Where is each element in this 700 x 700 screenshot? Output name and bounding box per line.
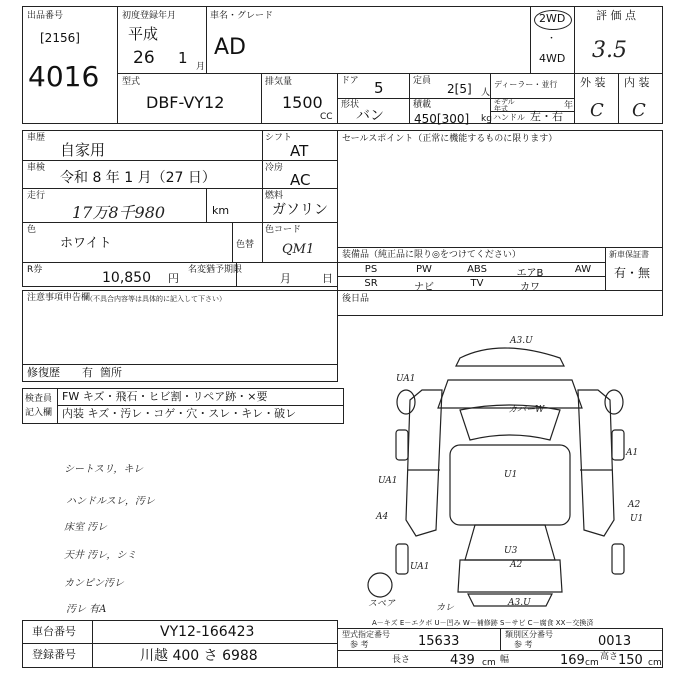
drive-2wd: 2WD <box>539 12 566 25</box>
capacity-value: 2[5] <box>447 82 472 96</box>
shape-label: 形状 <box>341 100 360 110</box>
reg-month-unit: 月 <box>196 62 206 72</box>
equipment-item: AW <box>574 264 592 275</box>
spare-tire <box>368 573 392 597</box>
interior-label: 内 装 <box>624 76 650 89</box>
drive-4wd: 4WD <box>539 52 566 65</box>
equipment-label: 装備品（純正品に限り◎をつけてください） <box>342 250 521 260</box>
equipment-item: ABS <box>467 264 487 275</box>
category-label: 類別区分番号 <box>505 630 553 639</box>
fuel-value: ガソリン <box>272 202 328 218</box>
sales-point-box <box>337 130 663 248</box>
diagram-legend: A－キズ E－エクボ U－凹み W－補修跡 S－サビ C－腐食 XX－交換済 <box>372 619 594 627</box>
shape-value: バン <box>356 108 384 124</box>
yen-unit: 円 <box>168 272 179 285</box>
front-bumper <box>456 348 564 366</box>
designation-label: 型式指定番号 <box>342 630 390 639</box>
length-label: 長さ <box>392 655 411 665</box>
mileage-label: 走行 <box>27 191 46 201</box>
repair-label: 修復歴 <box>27 366 60 379</box>
damage-mark: カレ <box>436 603 455 613</box>
repair-unit: 箇所 <box>100 366 122 379</box>
equipment-item: PW <box>416 264 432 275</box>
handwritten-note: 天井 汚レ，シミ <box>64 550 137 561</box>
chassis-label: 車台番号 <box>32 625 76 638</box>
category-value: 0013 <box>598 634 632 649</box>
handwritten-note: 汚レ 有A <box>66 604 107 615</box>
notes-label: 注意事項申告欄 <box>27 293 91 303</box>
cc-unit: CC <box>320 112 333 122</box>
roof <box>450 445 570 525</box>
equipment-item: カワ <box>520 282 540 293</box>
car-damage-diagram <box>350 330 650 620</box>
inspection-value: 令和 8 年 1 月（27 日） <box>60 170 216 186</box>
damage-mark: A1 <box>626 448 639 458</box>
name-change-day: 日 <box>322 272 333 285</box>
damage-mark: U1 <box>504 470 518 480</box>
damage-mark: U1 <box>630 514 644 524</box>
shift-value: AT <box>290 142 309 160</box>
name-change-label: 名変猶予期限 <box>188 265 243 275</box>
mileage-value: 17万8千980 <box>72 203 166 222</box>
capacity-label: 定員 <box>413 76 432 86</box>
color-change-label: 色替 <box>236 240 255 250</box>
length-unit: cm <box>482 658 496 668</box>
fuel-label: 燃料 <box>265 191 284 201</box>
color-code-label: 色コード <box>265 225 302 235</box>
color-value: ホワイト <box>60 236 112 251</box>
model-year-unit: 年 <box>564 101 574 111</box>
damage-mark: スペア <box>368 599 396 609</box>
lot-number: 4016 <box>28 60 100 93</box>
repair-value: 有 <box>82 366 93 379</box>
width-value: 169 <box>560 653 585 668</box>
damage-mark: UA1 <box>396 374 416 384</box>
reg-label: 登録番号 <box>32 648 76 661</box>
chassis-value: VY12-166423 <box>160 624 255 640</box>
height-label: 高さ <box>600 652 619 662</box>
handle-value: 左・右 <box>530 110 563 123</box>
usage-label: 車歴 <box>27 133 46 143</box>
load-kg: kg <box>481 114 492 124</box>
warranty-value: 有・無 <box>614 266 651 280</box>
reg-value: 川越 400 さ 6988 <box>140 648 258 664</box>
width-unit: cm <box>585 658 599 668</box>
height-value: 150 <box>618 653 643 668</box>
designation-value: 15633 <box>418 634 460 649</box>
inspector-label-2: 記入欄 <box>25 408 53 418</box>
equipment-item: エアB <box>516 268 544 279</box>
reg-year: 26 <box>133 48 155 68</box>
rear-seat-label: 後日品 <box>342 294 370 304</box>
first-reg-label: 初度登録年月 <box>122 11 177 21</box>
model-label: 車名・グレード <box>210 11 274 21</box>
rear-seat-box <box>337 290 663 316</box>
load-value: 450[300] <box>414 112 470 126</box>
sales-point-label: セールスポイント（正常に機能するものに限ります） <box>342 134 558 144</box>
lot-number-label: 出品番号 <box>27 11 64 21</box>
exterior-value: C <box>590 100 604 121</box>
displacement-value: 1500 <box>282 93 323 112</box>
handwritten-note: シートスリ，キレ <box>64 464 144 475</box>
damage-mark: A3.U <box>508 598 531 608</box>
damage-mark: A3.U <box>510 336 533 346</box>
inspector-fw-line: FW キズ・飛石・ヒビ割・リペア跡・×要 <box>62 390 268 403</box>
name-change-month: 月 <box>280 272 291 285</box>
damage-mark: UA1 <box>378 476 398 486</box>
type-value: DBF-VY12 <box>146 93 225 112</box>
damage-mark: UA1 <box>410 562 430 572</box>
handwritten-note: 床室 汚レ <box>64 522 108 533</box>
equipment-item: TV <box>470 278 484 289</box>
reg-month: 1 <box>178 49 188 67</box>
km-unit: km <box>212 204 230 217</box>
color-label: 色 <box>27 225 37 235</box>
width-label: 幅 <box>500 655 510 665</box>
damage-mark: A2 <box>628 500 641 510</box>
usage-value: 自家用 <box>60 141 106 159</box>
ac-label: 冷房 <box>265 163 284 173</box>
load-label: 積載 <box>413 100 432 110</box>
length-value: 439 <box>450 653 475 668</box>
height-unit: cm <box>648 658 662 668</box>
ref-label: 参 考 <box>350 640 369 649</box>
handle-label: ハンドル <box>493 113 525 122</box>
equipment-item: ナビ <box>414 282 434 293</box>
inspector-label-1: 検査員 <box>25 394 53 404</box>
notes-sub: （不具合内容等は具体的に記入して下さい） <box>86 295 226 303</box>
dealer-label: ディーラー・並行 <box>494 80 558 89</box>
model-name: AD <box>214 35 246 60</box>
score-value: 3.5 <box>592 38 627 63</box>
warranty-label: 新車保証書 <box>609 250 649 259</box>
doors-label: ドア <box>341 76 359 86</box>
doors-value: 5 <box>374 79 384 97</box>
color-code-value: QM1 <box>282 242 315 257</box>
equipment-item: SR <box>364 278 378 289</box>
displacement-label: 排気量 <box>265 77 293 87</box>
lot-sub: [2156] <box>40 31 80 45</box>
damage-mark: カバーW <box>508 405 545 415</box>
shift-label: シフト <box>265 133 293 143</box>
handwritten-note: ハンドルスレ，汚レ <box>66 496 155 507</box>
ac-value: AC <box>290 171 311 189</box>
model-year-label: モデル 年式 <box>494 98 515 113</box>
recycle-value: 10,850 <box>102 270 151 286</box>
inspection-label: 車検 <box>27 163 46 173</box>
reg-era: 平成 <box>128 25 159 43</box>
ref-label-2: 参 考 <box>514 640 533 649</box>
damage-mark: U3 <box>504 546 518 556</box>
equipment-item: PS <box>364 264 378 275</box>
capacity-unit: 人 <box>481 88 491 98</box>
damage-mark: A4 <box>376 512 389 522</box>
inspector-interior-line: 内装 キズ・汚レ・コゲ・穴・スレ・キレ・破レ <box>62 407 297 420</box>
interior-value: C <box>632 100 646 121</box>
type-label: 型式 <box>122 77 141 87</box>
score-label: 評 価 点 <box>596 9 636 22</box>
exterior-label: 外 装 <box>580 76 606 89</box>
damage-mark: A2 <box>510 560 523 570</box>
handwritten-note: カンピン汚レ <box>64 578 124 589</box>
recycle-label: R券 <box>27 265 43 275</box>
drive-dot: ・ <box>547 34 557 44</box>
